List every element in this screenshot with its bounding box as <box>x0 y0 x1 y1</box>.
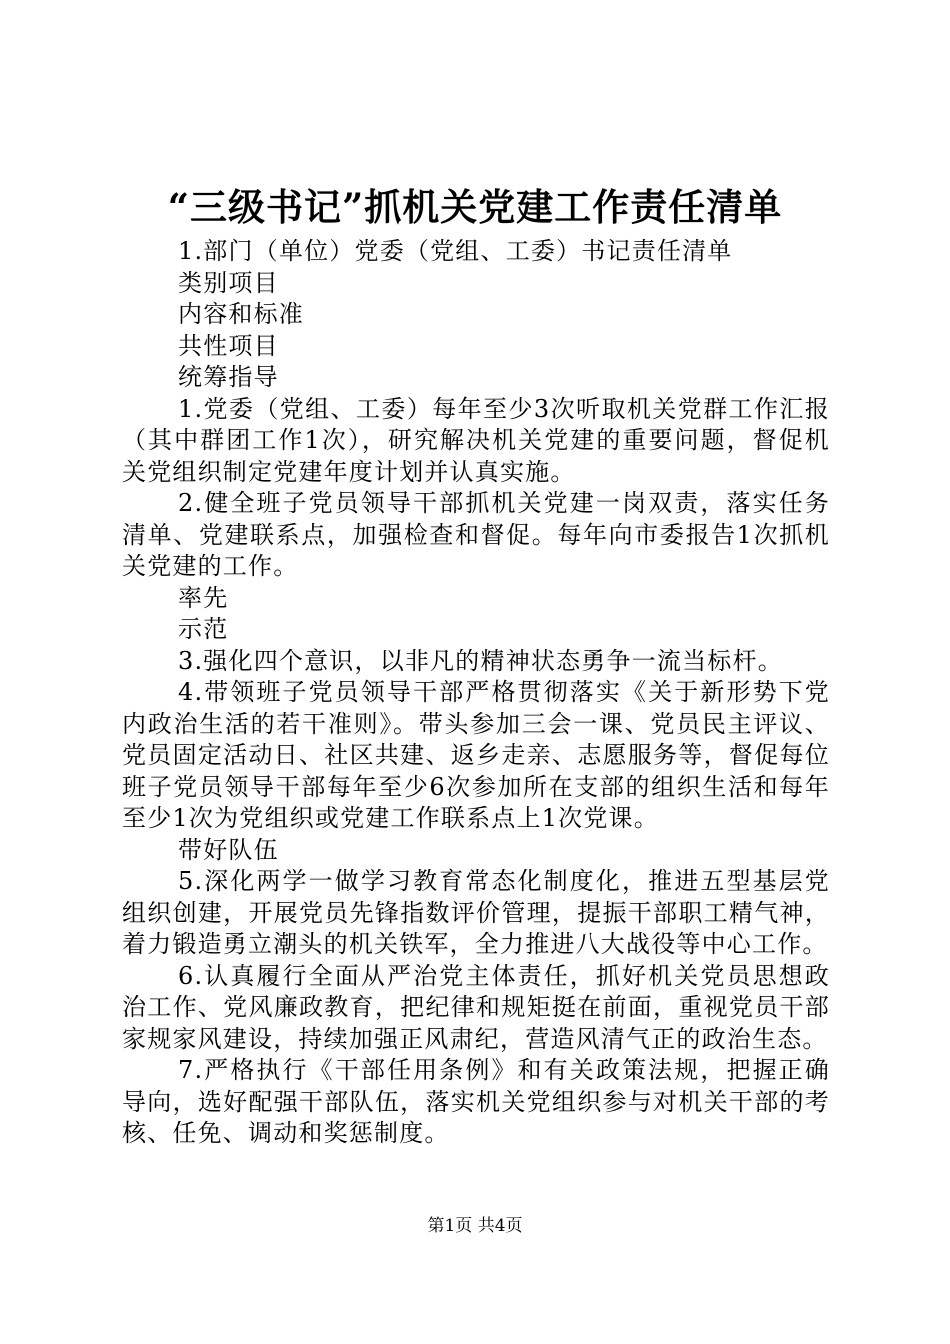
paragraph-coordination-label: 统筹指导 <box>178 363 279 391</box>
paragraph-team-label: 带好队伍 <box>178 835 279 864</box>
paragraph-item-6: 6.认真履行全面从严治党主体责任，抓好机关党员思想政治工作、党风廉政教育，把纪律和规矩挺在前面，重视党员干部家规家风建设，持续加强正风肃纪，营造风清气正的政治生态。 <box>122 961 830 1053</box>
document-body <box>122 236 830 1150</box>
paragraph-category-label: 类别项目 <box>178 268 279 297</box>
paragraph-lead-label: 率先 <box>178 583 229 612</box>
paragraph-item-1: 1.党委（党组、工委）每年至少3次听取机关党群工作汇报（其中群团工作1次），研究解决机关党建的重要问题，督促机关党组织制定党建年度计划并认真实施。 <box>122 394 830 486</box>
page-footer: 第1页 共4页 <box>427 1216 523 1236</box>
paragraph-content-label: 内容和标准 <box>178 300 304 328</box>
paragraph-item-3: 3.强化四个意识，以非凡的精神状态勇争一流当标杆。 <box>178 646 783 675</box>
document-title: “三级书记”抓机关党建工作责任清单 <box>167 185 783 229</box>
paragraph-item-7: 7.严格执行《干部任用条例》和有关政策法规，把握正确导向，选好配强干部队伍，落实机关党组织参与对机关干部的考核、任免、调动和奖惩制度。 <box>122 1056 830 1147</box>
paragraph-item-4: 4.带领班子党员领导干部严格贯彻落实《关于新形势下党内政治生活的若干准则》。带头参加三会一课、党员民主评议、党员固定活动日、社区共建、返乡走亲、志愿服务等，督促每位班子党员领导干部每年至少6次参加所在支部的组织生活和每年至少1次为党组织或党建工作联系点上1次党课。 <box>122 678 830 832</box>
paragraph-item-5: 5.深化两学一做学习教育常态化制度化，推进五型基层党组织创建，开展党员先锋指数评价管理，提振干部职工精气神，着力锻造勇立潮头的机关铁军，全力推进八大战役等中心工作。 <box>122 867 830 958</box>
paragraph-item-2: 2.健全班子党员领导干部抓机关党建一岗双责，落实任务清单、党建联系点，加强检查和督促。每年向市委报告1次抓机关党建的工作。 <box>122 489 830 580</box>
paragraph-section-heading: 1.部门（单位）党委（党组、工委）书记责任清单 <box>178 237 733 265</box>
paragraph-example-label: 示范 <box>178 615 229 643</box>
paragraph-common-items-label: 共性项目 <box>178 331 279 360</box>
